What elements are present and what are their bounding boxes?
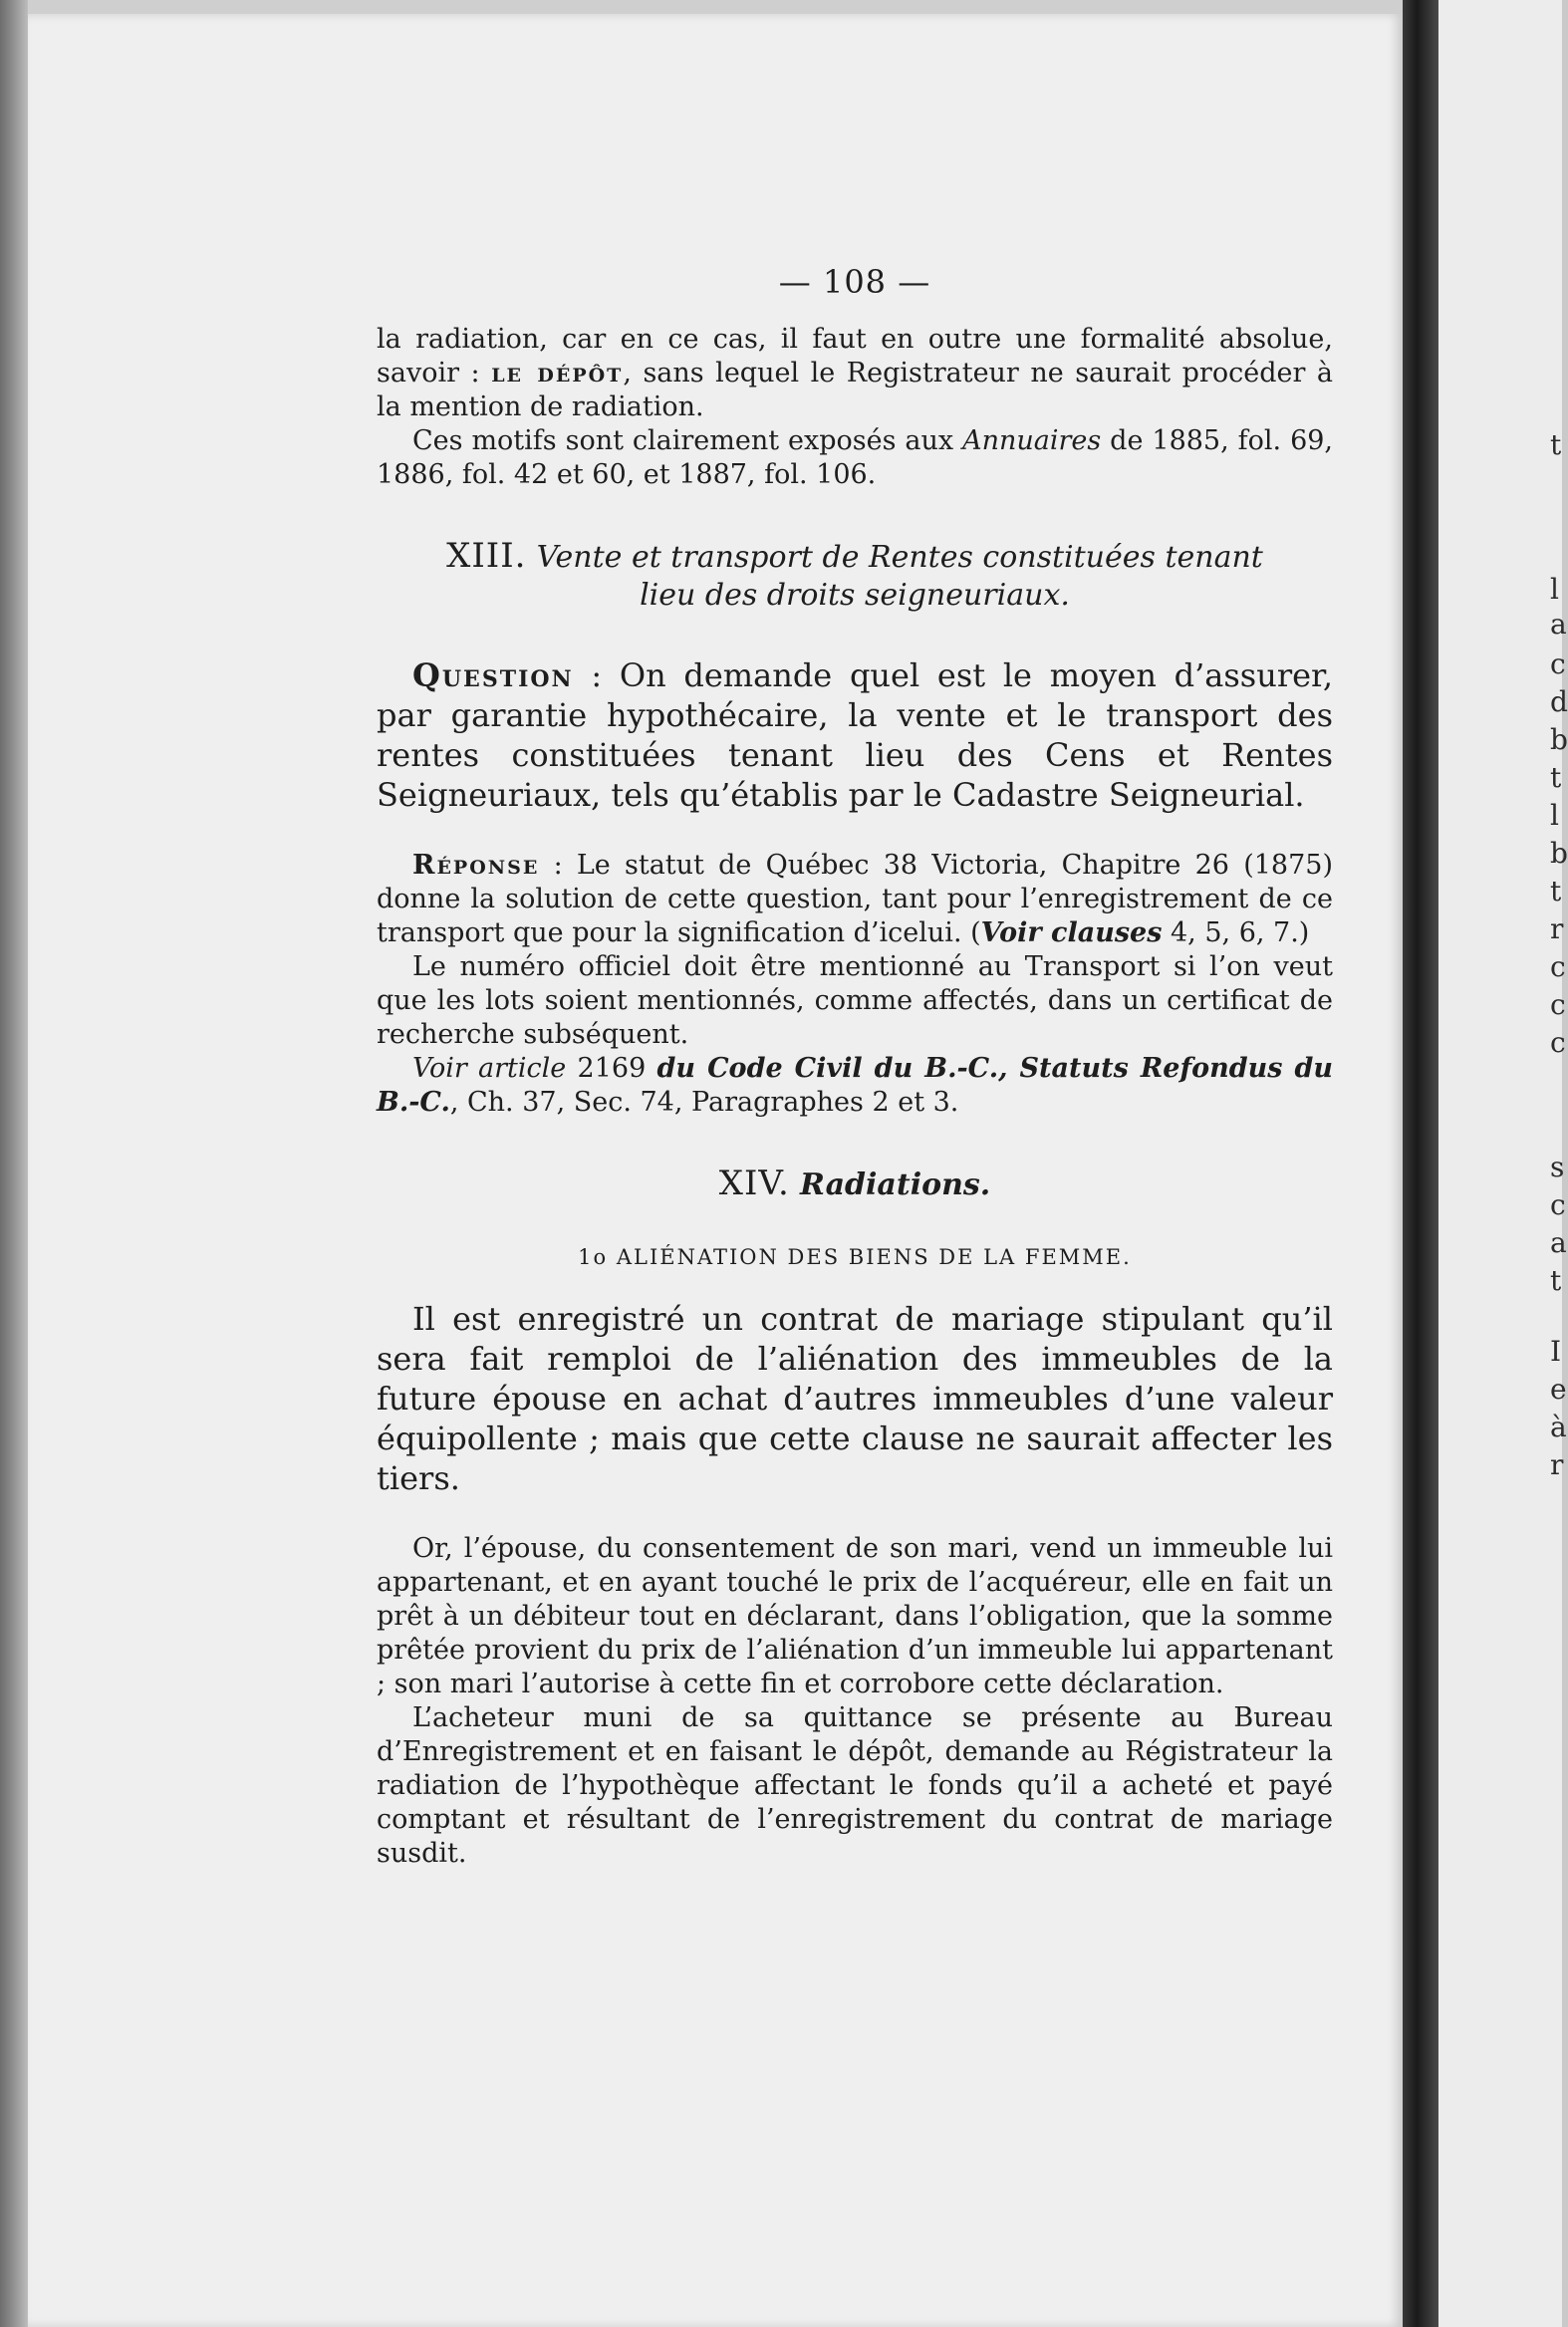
section-heading-xiii [377, 538, 1333, 614]
section-number: XIV. [718, 1164, 790, 1203]
adjacent-page-letter: c [1550, 950, 1566, 983]
paragraph-voir-article: Voir article 2169 du Code Civil du B.-C., Statuts Refondus du B.-C., Ch. 37, Sec. 74, Paragraphes 2 et 3. [377, 1053, 1333, 1118]
reponse-label: Réponse [412, 850, 540, 881]
paragraph-radiation: la radiation, car en ce cas, il faut en outre une formalité absolue, savoir : le dépôt, sans lequel le Registrateur ne saurait procéder à la mention de radiation. [377, 324, 1334, 422]
adjacent-page-letter: c [1550, 988, 1566, 1021]
book-edge-left [0, 0, 28, 2327]
section-title: Vente et transport de Rentes constituées tenant [536, 540, 1263, 575]
paragraph-motifs: Ces motifs sont clairement exposés aux Annuaires de 1885, fol. 69, 1886, fol. 42 et 60, et 1887, fol. 106. [377, 425, 1334, 490]
question-label: Question [412, 656, 574, 694]
adjacent-page-letter: s [1550, 1151, 1565, 1183]
paragraph-acheteur: L’acheteur muni de sa quittance se présente au Bureau d’Enregistrement et en faisant le dépôt, demande au Régistrateur la radiation de l’hypothèque affectant le fonds qu’il a acheté et payé comptant et résultant de l’enregistrement du contrat de mariage susdit. [377, 1702, 1333, 1869]
adjacent-page-letter: a [1550, 1226, 1567, 1259]
section-heading-xiv [377, 1165, 1333, 1203]
adjacent-page-letter: b [1550, 837, 1568, 870]
adjacent-page-letter: d [1550, 685, 1568, 718]
adjacent-page-letter: c [1550, 647, 1566, 680]
adjacent-page-letter: t [1550, 1264, 1562, 1297]
adjacent-page-letter: à [1550, 1411, 1567, 1443]
page-content [377, 253, 1333, 1871]
smallcaps-term: le dépôt [491, 358, 624, 388]
adjacent-page-letter: b [1550, 723, 1568, 756]
section-title-continued: lieu des droits seigneuriaux. [640, 578, 1070, 613]
section-title: Radiations. [799, 1167, 991, 1202]
adjacent-page-letter: r [1550, 912, 1564, 945]
adjacent-page-letter: l [1550, 573, 1559, 606]
reponse-paragraph: Réponse : Le statut de Québec 38 Victoria, Chapitre 26 (1875) donne la solution de cette question, tant pour l’enregistrement de ce transport que pour la signification d’icelui. (Voir clauses 4, 5, 6, 7.) [377, 850, 1333, 948]
page-number: — 108 — [778, 263, 931, 301]
paragraph-numero-officiel: Le numéro officiel doit être mentionné au Transport si l’on veut que les lots soient mentionnés, comme affectés, dans un certificat de recherche subséquent. [377, 951, 1333, 1050]
paragraph-contrat-mariage: Il est enregistré un contrat de mariage stipulant qu’il sera fait remploi de l’aliénation des immeubles de la future épouse en achat d’autres immeubles d’une valeur équipollente ; mais que cette clause ne saurait affecter les tiers. [377, 1300, 1333, 1497]
question-block [377, 655, 1333, 815]
section-number: XIII. [446, 536, 527, 576]
adjacent-page-fragment [1438, 0, 1568, 2327]
paragraph-or-epouse: Or, l’épouse, du consentement de son mari, vend un immeuble lui appartenant, et en ayant touché le prix de l’acquéreur, elle en fait un prêt à un débiteur tout en déclarant, dans l’obligation, que la somme prêtée provient du prix de l’aliénation d’un immeuble lui appartenant ; son mari l’autorise à cette fin et corrobore cette déclaration. [377, 1533, 1333, 1699]
adjacent-page-letter: I [1550, 1335, 1562, 1368]
adjacent-page-letter: e [1550, 1373, 1567, 1406]
adjacent-page-letter: t [1550, 761, 1562, 794]
subheading: 1o ALIÉNATION DES BIENS DE LA FEMME. [578, 1245, 1132, 1269]
adjacent-page-letter: l [1550, 799, 1559, 832]
adjacent-page-letter: a [1550, 608, 1567, 641]
adjacent-page-letter: r [1550, 1448, 1564, 1481]
question-paragraph: Question : On demande quel est le moyen d’assurer, par garantie hypothécaire, la vente et le transport des rentes constituées tenant lieu des Cens et Rentes Seigneuriaux, tels qu’établis par le Cadastre Seigneurial. [377, 656, 1333, 814]
large-text-block [377, 1299, 1333, 1498]
book-gutter [1403, 0, 1438, 2327]
adjacent-page-letter: t [1550, 428, 1562, 461]
book-page [28, 14, 1403, 2327]
adjacent-page-letter: c [1550, 1188, 1566, 1221]
adjacent-page-letter: c [1550, 1026, 1566, 1059]
adjacent-page-letter: t [1550, 875, 1562, 907]
